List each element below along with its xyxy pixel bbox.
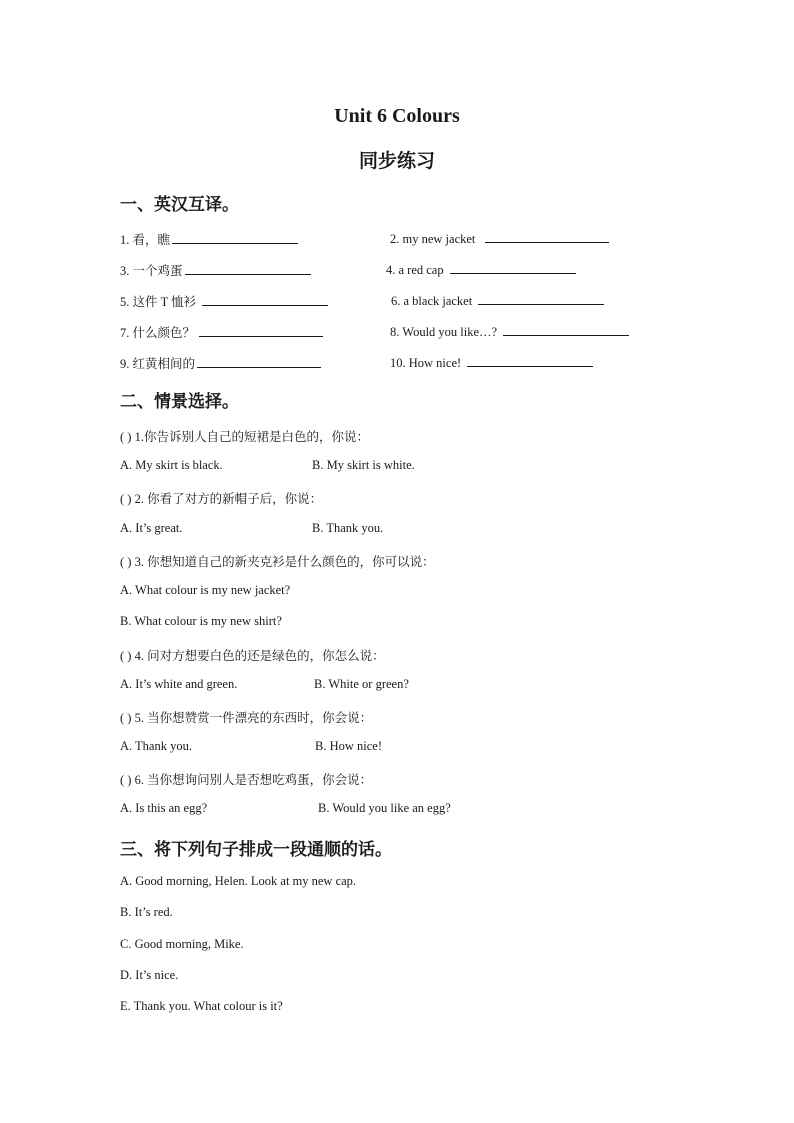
- item-6: [391, 292, 604, 309]
- question-4: [120, 646, 385, 664]
- question-3-text: 3. 你想知道自己的新夹克衫是什么颜色的，你可以说：: [134, 555, 435, 569]
- question-6-text: 6. 当你想询问别人是否想吃鸡蛋，你会说：: [134, 773, 373, 787]
- answer-paren-4[interactable]: ( ): [120, 649, 132, 663]
- item-8: [390, 323, 629, 340]
- question-5-text: 5. 当你想赞赏一件漂亮的东西时，你会说：: [134, 711, 373, 725]
- answer-paren-5[interactable]: ( ): [120, 711, 132, 725]
- question-2-text: 2. 你看了对方的新帽子后，你说：: [134, 492, 323, 506]
- option-5b: B. How nice!: [315, 739, 382, 753]
- answer-blank-8[interactable]: [503, 323, 629, 336]
- question-2: [120, 489, 322, 507]
- answer-blank-2[interactable]: [485, 230, 609, 243]
- item-10: [390, 354, 593, 371]
- option-5a: A. Thank you.: [120, 739, 192, 753]
- item-10-text: 10. How nice!: [390, 356, 462, 370]
- answer-blank-10[interactable]: [467, 354, 593, 367]
- option-1a: A. My skirt is black.: [120, 458, 223, 472]
- page-title: Unit 6 Colours: [334, 105, 460, 127]
- option-4a: A. It’s white and green.: [120, 677, 238, 691]
- item-5: [120, 292, 328, 310]
- item-6-text: 6. a black jacket: [391, 294, 473, 308]
- option-3b: B. What colour is my new shirt?: [120, 614, 282, 628]
- item-7-text: 7. 什么颜色？: [120, 326, 196, 340]
- answer-paren-6[interactable]: ( ): [120, 773, 132, 787]
- item-2-text: 2. my new jacket: [390, 232, 476, 246]
- answer-paren-1[interactable]: ( ): [120, 430, 132, 444]
- item-3: [120, 261, 311, 279]
- item-5-text: 5. 这件 T 恤衫: [120, 295, 197, 309]
- answer-blank-9[interactable]: [197, 355, 321, 368]
- sentence-c: C. Good morning, Mike.: [120, 937, 244, 951]
- sentence-a: A. Good morning, Helen. Look at my new cap.: [120, 874, 357, 888]
- section-3-heading: 三、将下列句子排成一段通顺的话。: [120, 840, 392, 860]
- item-7: [120, 323, 323, 341]
- sentence-b: B. It’s red.: [120, 905, 173, 919]
- option-1b: B. My skirt is white.: [312, 458, 415, 472]
- item-1-text: 1. 看，瞧: [120, 233, 171, 247]
- section-2-heading: 二、情景选择。: [120, 392, 239, 412]
- item-1: [120, 230, 298, 248]
- question-6: [120, 770, 372, 788]
- answer-paren-3[interactable]: ( ): [120, 555, 132, 569]
- answer-blank-3[interactable]: [185, 262, 311, 275]
- page-subtitle: 同步练习: [358, 150, 435, 172]
- option-2b: B. Thank you.: [312, 521, 384, 535]
- item-4-text: 4. a red cap: [386, 263, 444, 277]
- question-4-text: 4. 问对方想要白色的还是绿色的，你怎么说：: [134, 649, 385, 663]
- answer-blank-7[interactable]: [199, 324, 323, 337]
- question-1: [120, 427, 369, 445]
- item-4: [386, 261, 576, 278]
- answer-blank-5[interactable]: [202, 293, 328, 306]
- option-6a: A. Is this an egg?: [120, 801, 208, 815]
- item-9: [120, 354, 321, 372]
- item-8-text: 8. Would you like…?: [390, 325, 498, 339]
- option-6b: B. Would you like an egg?: [318, 801, 451, 815]
- question-1-text: 1.你告诉别人自己的短裙是白色的，你说：: [134, 430, 369, 444]
- question-5: [120, 708, 372, 726]
- question-3: [120, 552, 435, 570]
- item-2: [390, 230, 609, 247]
- answer-blank-6[interactable]: [478, 292, 604, 305]
- sentence-e: E. Thank you. What colour is it?: [120, 999, 283, 1013]
- option-3a: A. What colour is my new jacket?: [120, 583, 291, 597]
- answer-paren-2[interactable]: ( ): [120, 492, 132, 506]
- option-2a: A. It’s great.: [120, 521, 183, 535]
- item-9-text: 9. 红黄相间的: [120, 357, 196, 371]
- answer-blank-4[interactable]: [450, 261, 576, 274]
- section-1-heading: 一、英汉互译。: [120, 195, 239, 215]
- option-4b: B. White or green?: [314, 677, 409, 691]
- answer-blank-1[interactable]: [172, 231, 298, 244]
- sentence-d: D. It’s nice.: [120, 968, 179, 982]
- item-3-text: 3. 一个鸡蛋: [120, 264, 183, 278]
